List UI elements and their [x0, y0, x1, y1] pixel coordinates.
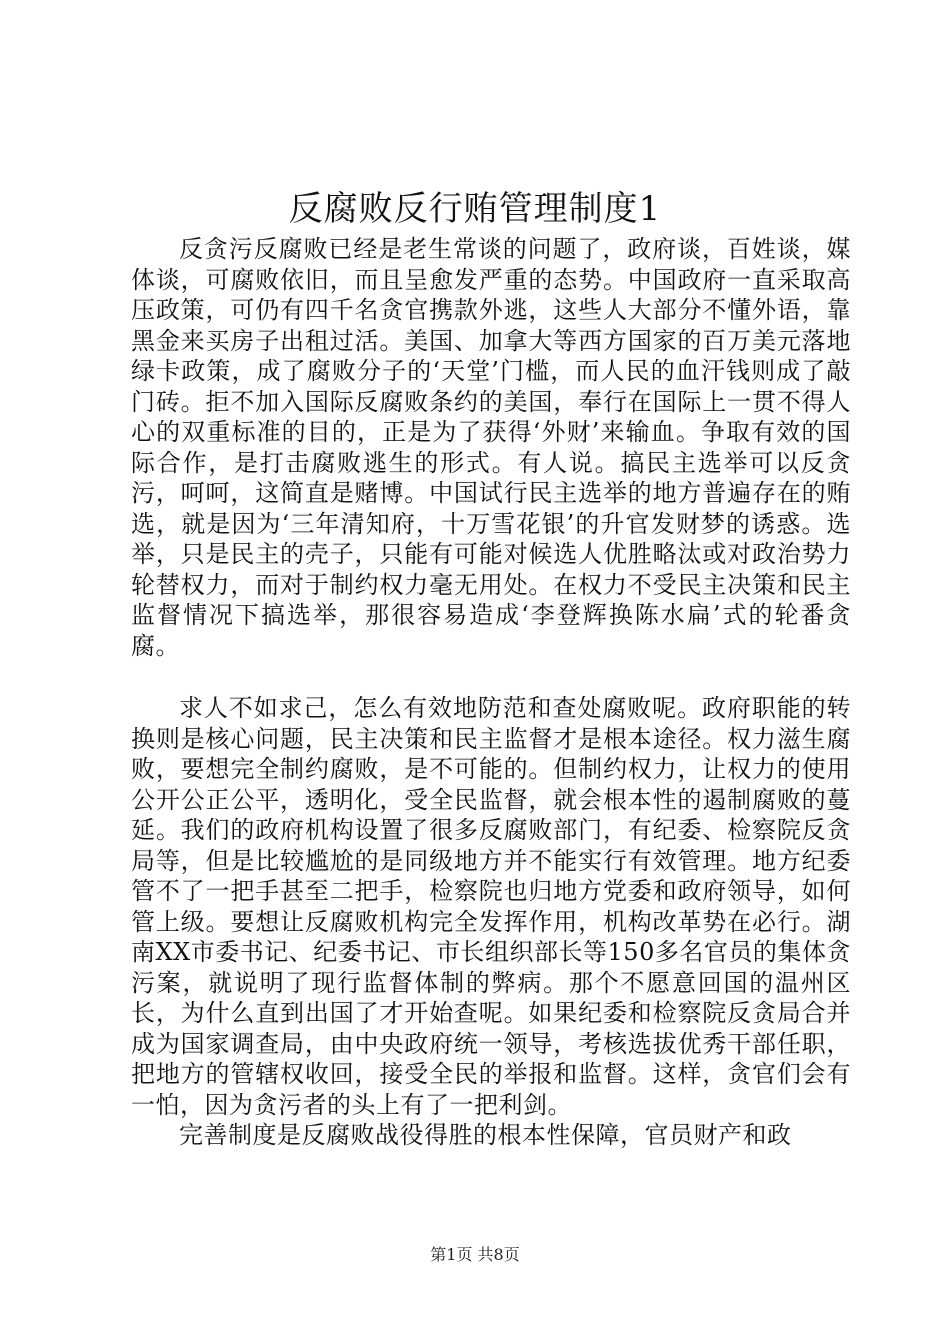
- paragraph-2: 求人不如求己，怎么有效地防范和查处腐败呢。政府职能的转换则是核心问题，民主决策和民主监督才是根本途径。权力滋生腐败，要想完全制约腐败，是不可能的。但制约权力，让权力的使用公开公正公平，透明化，受全民监督，就会根本性的遏制腐败的蔓延。我们的政府机构设置了很多反腐败部门，有纪委、检察院反贪局等，但是比较尴尬的是同级地方并不能实行有效管理。地方纪委管不了一把手甚至二把手，检察院也归地方党委和政府领导，如何管上级。要想让反腐败机构完全发挥作用，机构改革势在必行。湖南XX市委书记、纪委书记、市长组织部长等150多名官员的集体贪污案，就说明了现行监督体制的弊病。那个不愿意回国的温州区长，为什么直到出国了才开始查呢。如果纪委和检察院反贪局合并成为国家调查局，由中央政府统一领导，考核选拔优秀干部任职，把地方的管辖权收回，接受全民的举报和监督。这样，贪官们会有一怕，因为贪污者的头上有了一把利剑。: [131, 694, 851, 1119]
- document-body: [131, 234, 851, 1151]
- paragraph-1: 反贪污反腐败已经是老生常谈的问题了，政府谈，百姓谈，媒体谈，可腐败依旧，而且呈愈发严重的态势。中国政府一直采取高压政策，可仍有四千名贪官携款外逃，这些人大部分不懂外语，靠黑金来买房子出租过活。美国、加拿大等西方国家的百万美元落地绿卡政策，成了腐败分子的‘天堂’门槛，而人民的血汗钱则成了敲门砖。拒不加入国际反腐败条约的美国，奉行在国际上一贯不得人心的双重标准的目的，正是为了获得‘外财’来输血。争取有效的国际合作，是打击腐败逃生的形式。有人说。搞民主选举可以反贪污，呵呵，这简直是赌博。中国试行民主选举的地方普遍存在的贿选，就是因为‘三年清知府，十万雪花银’的升官发财梦的诱惑。选举，只是民主的壳子，只能有可能对候选人优胜略汰或对政治势力轮替权力，而对于制约权力毫无用处。在权力不受民主决策和民主监督情况下搞选举，那很容易造成‘李登辉换陈水扁’式的轮番贪腐。: [131, 235, 851, 660]
- page-footer: 第1页 共8页: [430, 1245, 520, 1264]
- paragraph-3: 完善制度是反腐败战役得胜的根本性保障，官员财产和政: [179, 1121, 792, 1149]
- document-title: 反腐败反行贿管理制度1: [288, 189, 662, 229]
